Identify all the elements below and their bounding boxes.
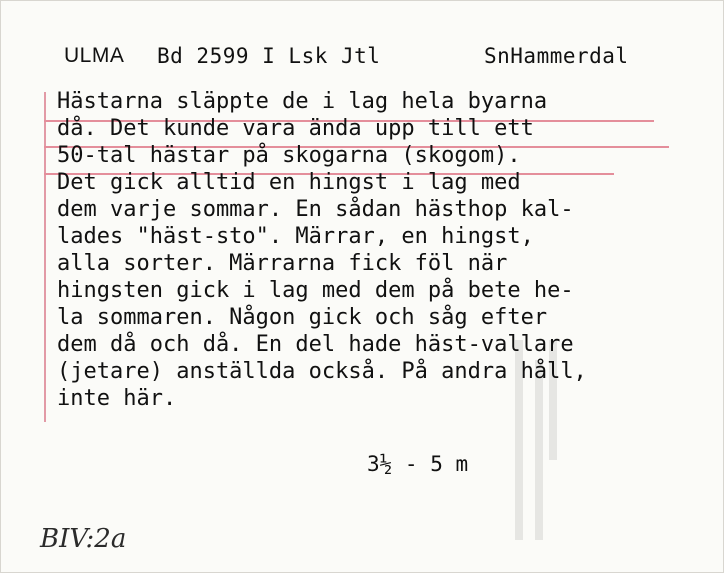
body-line: 50-tal hästar på skogarna (skogom).	[57, 143, 521, 168]
body-line: dem varje sommar. En sådan hästhop kal-	[57, 197, 574, 222]
record-code: Bd 2599 I Lsk Jtl	[157, 44, 381, 68]
measurement-note: 3½ - 5 m	[367, 452, 469, 476]
body-line: la sommaren. Någon gick och såg efter	[57, 305, 548, 330]
body-line: Hästarna släppte de i lag hela byarna	[57, 89, 548, 114]
parish-label: SnHammerdal	[484, 44, 629, 68]
body-line: dem då och då. En del hade häst-vallare	[57, 332, 574, 357]
body-line: Det gick alltid en hingst i lag med	[57, 170, 521, 195]
handwritten-classification: BIV:2a	[40, 524, 127, 554]
archive-name: ULMA	[64, 44, 125, 67]
transcription-body	[57, 88, 707, 412]
body-line: hingsten gick i lag med dem på bete he-	[57, 278, 574, 303]
body-line: då. Det kunde vara ända upp till ett	[57, 116, 534, 141]
margin-rule	[44, 92, 46, 422]
body-line: inte här.	[57, 386, 177, 411]
body-line: (jetare) anställda också. På andra håll,	[57, 359, 587, 384]
body-line: lades "häst-sto". Märrar, en hingst,	[57, 224, 534, 249]
bleed-through-mark	[505, 340, 565, 540]
body-line: alla sorter. Märrarna fick föl när	[57, 251, 508, 276]
